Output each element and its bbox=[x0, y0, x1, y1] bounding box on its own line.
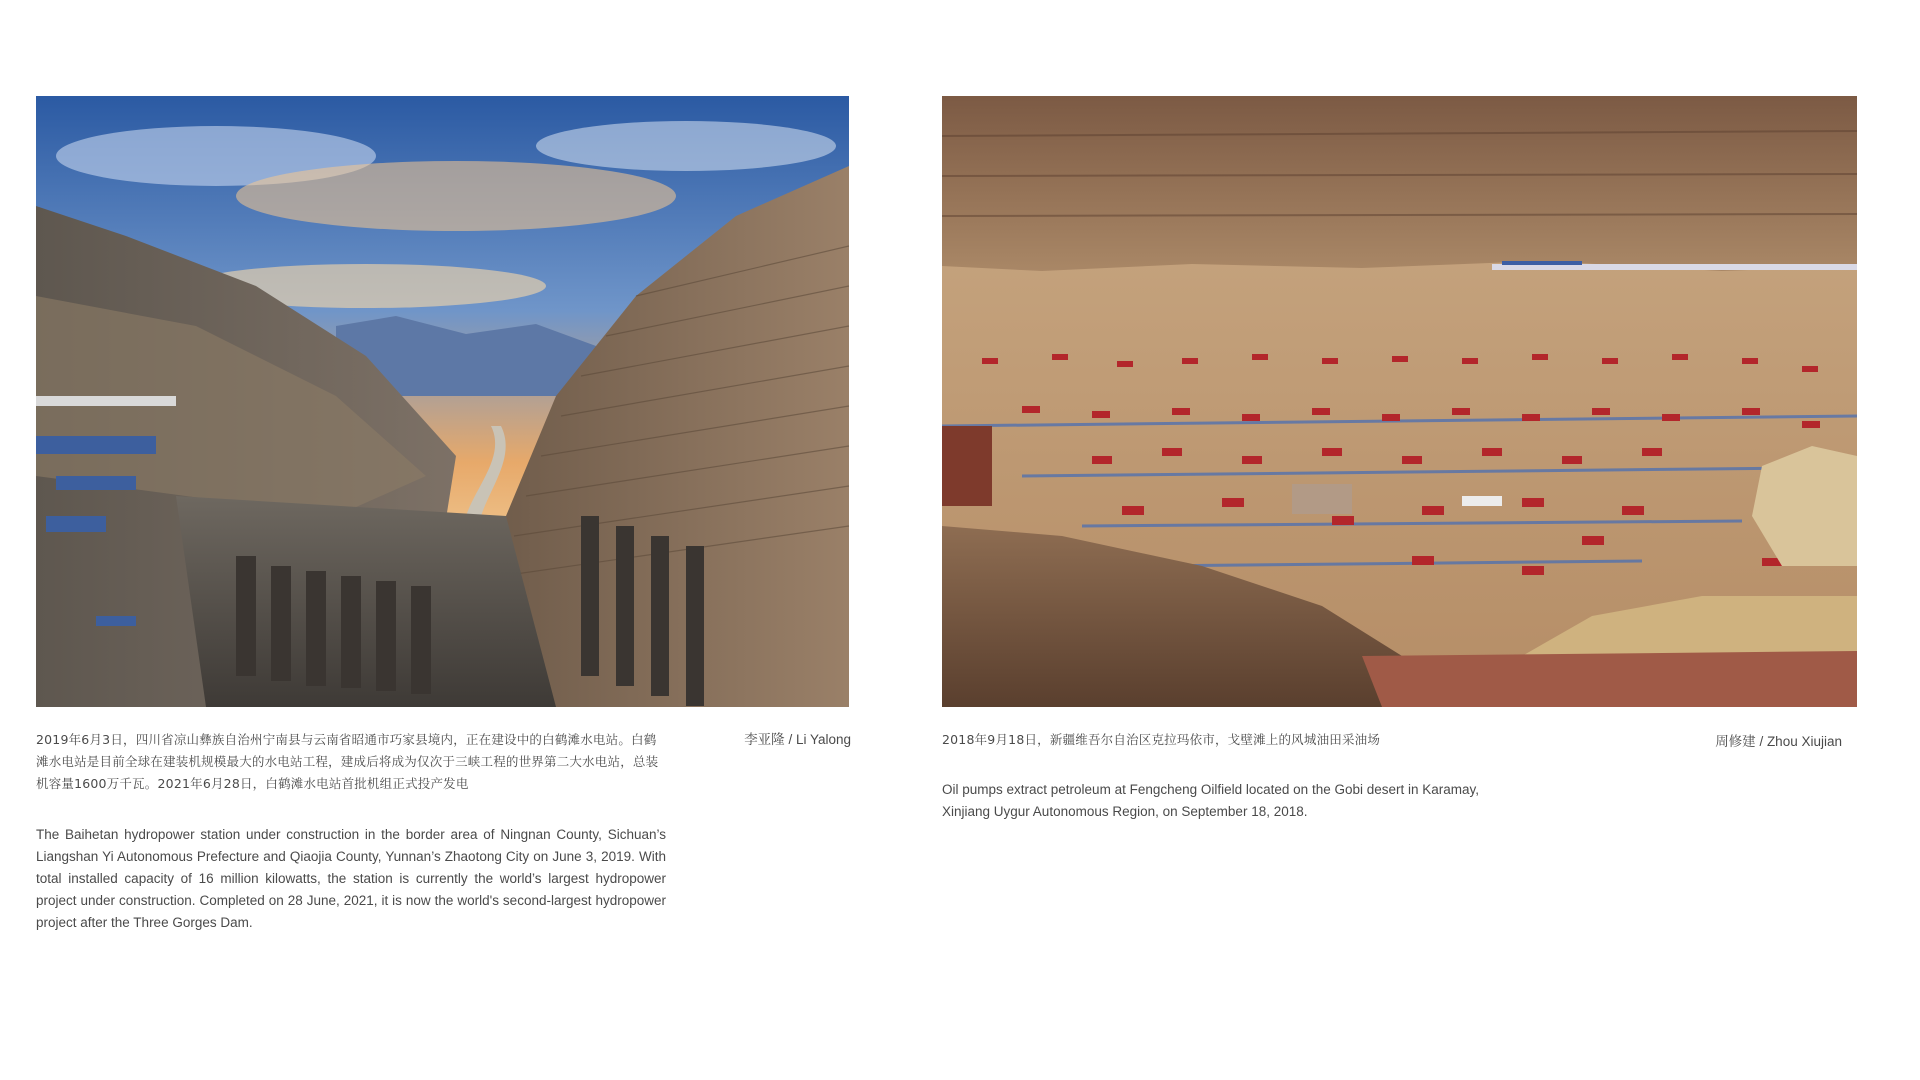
right-caption-english: Oil pumps extract petroleum at Fengcheng Oilfield located on the Gobi desert in Karamay, Xinjiang Uygur Autonomous Region, on September 18, 2018. bbox=[942, 782, 1480, 819]
right-caption-chinese: 2018年9月18日，新疆维吾尔自治区克拉玛依市，戈壁滩上的风城油田采油场 bbox=[942, 732, 1381, 747]
left-photo-credit: 李亚隆 / Li Yalong bbox=[744, 732, 851, 747]
left-caption-chinese: 2019年6月3日，四川省凉山彝族自治州宁南县与云南省昭通市巧家县境内，正在建设中的白鹤滩水电站。白鹤滩水电站是目前全球在建装机规模最大的水电站工程，建成后将成为仅次于三峡工程的世界第二大水电站，总装机容量1600万千瓦。2021年6月28日，白鹤滩水电站首批机组正式投产发电 bbox=[36, 732, 659, 791]
baihetan-dam-photo bbox=[36, 96, 849, 707]
right-photo-credit: 周修建 / Zhou Xiujian bbox=[1715, 734, 1842, 749]
oilfield-photo bbox=[942, 96, 1857, 707]
left-caption-english: The Baihetan hydropower station under construction in the border area of Ningnan County, Sichuan’s Liangshan Yi Autonomous Prefecture and Qiaojia County, Yunnan’s Zhaotong City on June 3, 2019. With total installed capacity of 16 million kilowatts, the station is currently the world’s largest hydropower project under construction. Completed on 28 June, 2021, it is now the world's second-largest hydropower project after the Three Gorges Dam. bbox=[36, 827, 666, 930]
